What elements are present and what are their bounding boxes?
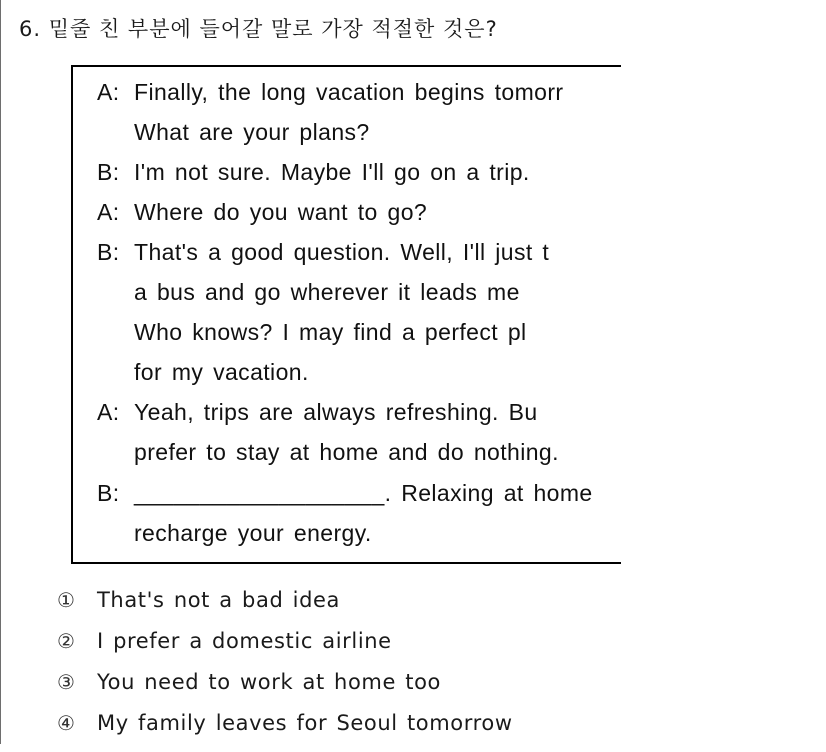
dialog-text-with-blank: ___________________. Relaxing at home [134, 480, 593, 506]
question-title: 6. 밑줄 친 부분에 들어갈 말로 가장 적절한 것은? [19, 17, 498, 41]
speaker-label: B: [97, 480, 120, 506]
dialog-line [97, 199, 427, 226]
dialog-passage [71, 65, 621, 564]
speaker-label: A: [97, 399, 120, 425]
dialog-box [71, 65, 621, 564]
option-4[interactable] [57, 711, 513, 752]
page-left-border [0, 0, 1, 744]
option-2[interactable] [57, 629, 513, 670]
dialog-text: for my vacation. [134, 359, 309, 385]
speaker-label: A: [97, 79, 120, 105]
dialog-text: recharge your energy. [134, 520, 372, 546]
dialog-line [97, 239, 549, 266]
dialog-text: Where do you want to go? [134, 199, 428, 225]
option-1[interactable] [57, 588, 513, 629]
dialog-line [97, 119, 370, 146]
option-text: That's not a bad idea [97, 588, 340, 612]
answer-options [57, 588, 513, 752]
speaker-label: B: [97, 239, 120, 265]
dialog-line [97, 279, 520, 306]
dialog-text: Yeah, trips are always refreshing. Bu [134, 399, 538, 425]
dialog-line [97, 399, 538, 426]
option-3[interactable] [57, 670, 513, 711]
dialog-line [97, 319, 527, 346]
dialog-line [97, 520, 372, 547]
speaker-label: A: [97, 199, 120, 225]
dialog-text: prefer to stay at home and do nothing. [134, 439, 559, 465]
dialog-line [97, 79, 563, 106]
dialog-line [97, 159, 530, 186]
speaker-label: B: [97, 159, 120, 185]
option-number-3: ③ [57, 670, 76, 694]
dialog-text: a bus and go wherever it leads me [134, 279, 520, 305]
option-text: I prefer a domestic airline [97, 629, 392, 653]
option-text: You need to work at home too [97, 670, 441, 694]
dialog-line [97, 359, 309, 386]
option-number-1: ① [57, 588, 76, 612]
dialog-line [97, 439, 559, 466]
dialog-line-blank [97, 480, 593, 507]
dialog-text: Who knows? I may find a perfect pl [134, 319, 527, 345]
dialog-text: That's a good question. Well, I'll just t [134, 239, 550, 265]
dialog-text: What are your plans? [134, 119, 370, 145]
option-number-4: ④ [57, 711, 76, 735]
dialog-text: I'm not sure. Maybe I'll go on a trip. [134, 159, 530, 185]
option-text: My family leaves for Seoul tomorrow [97, 711, 513, 735]
dialog-text: Finally, the long vacation begins tomorr [134, 79, 564, 105]
option-number-2: ② [57, 629, 76, 653]
